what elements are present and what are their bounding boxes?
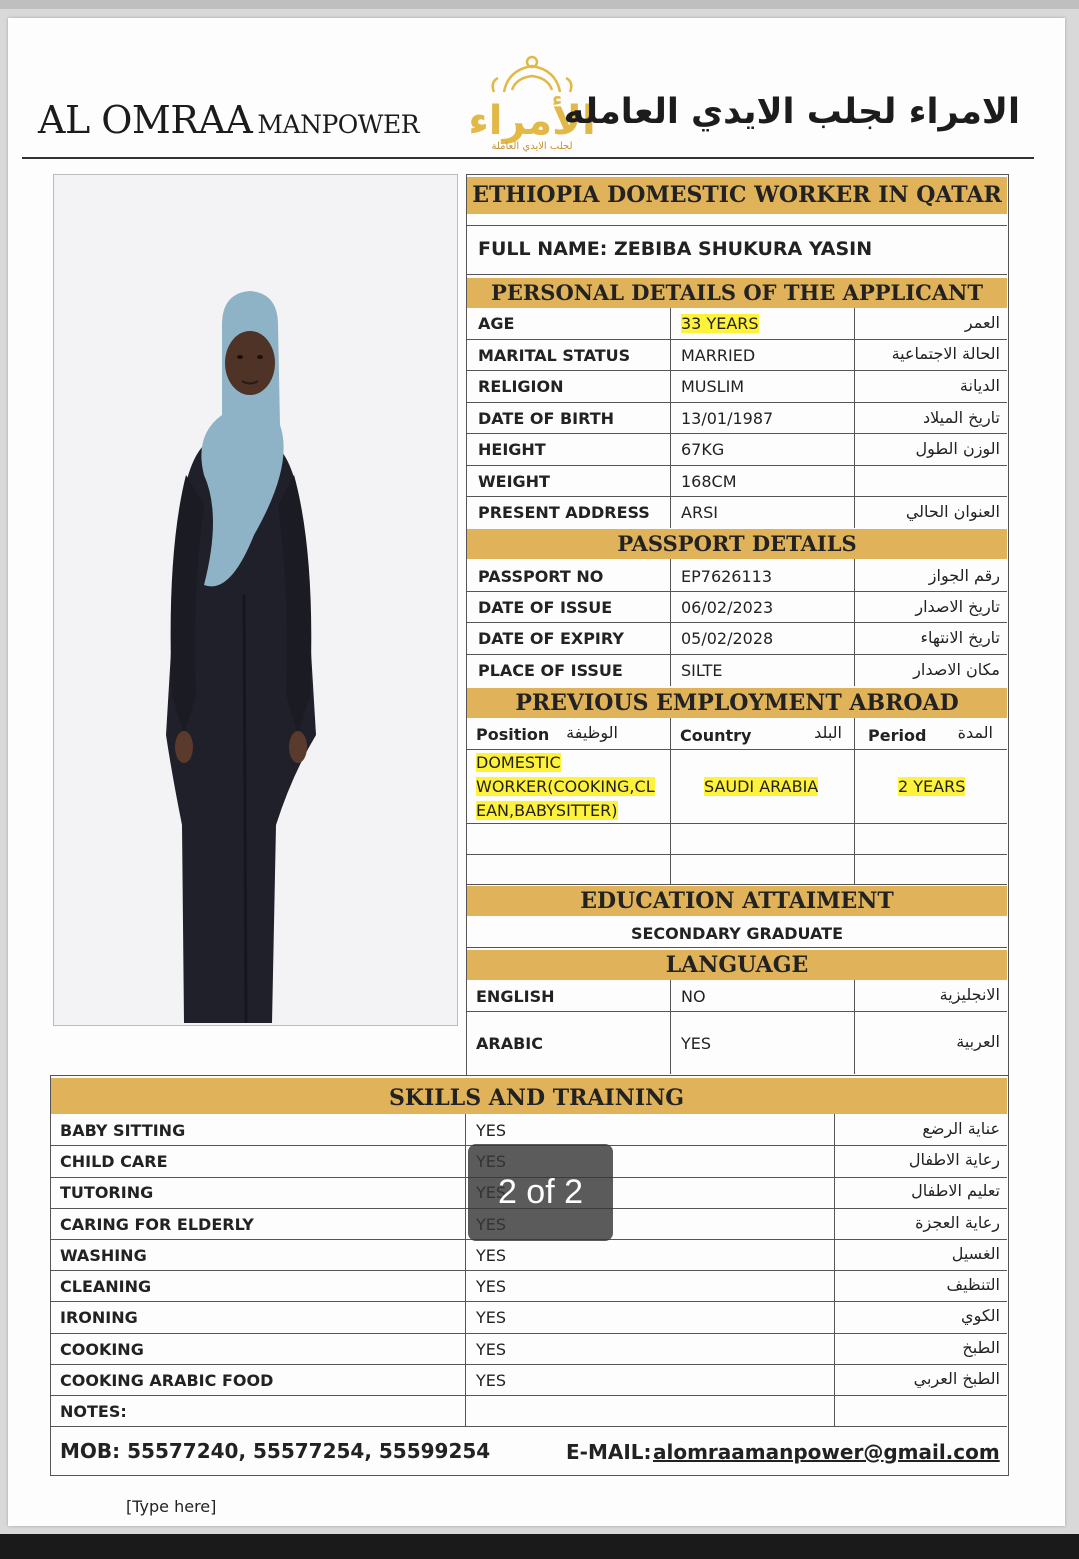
language-arabic: العربية [956,1032,1000,1051]
email-link[interactable]: alomraamanpower@gmail.com [653,1440,1000,1464]
employment-period: 2 YEARS [898,777,966,796]
notes-label: NOTES: [60,1402,127,1421]
passport-value: 05/02/2028 [681,629,774,648]
skill-value: YES [476,1121,507,1140]
skill-label: TUTORING [60,1183,154,1202]
personal-label: AGE [478,314,515,333]
employment-position: EAN,BABYSITTER) [476,801,618,820]
personal-value: 67KG [681,440,725,459]
personal-value: 13/01/1987 [681,409,774,428]
full-name: FULL NAME: ZEBIBA SHUKURA YASIN [478,238,873,260]
passport-arabic: تاريخ الانتهاء [920,628,1000,647]
skill-label: BABY SITTING [60,1121,186,1140]
logo-arabic-text: الأمراء [468,98,596,144]
language-label: ENGLISH [476,987,555,1006]
personal-value: MUSLIM [681,377,745,396]
personal-value: ARSI [681,503,718,522]
page-indicator: 2 of 2 [468,1144,613,1241]
personal-value: MARRIED [681,346,756,365]
passport-arabic: تاريخ الاصدار [915,597,1000,616]
email-label: E-MAIL: [566,1440,652,1464]
personal-value: 33 YEARS [681,314,759,333]
skill-arabic: رعاية العجزة [915,1213,1000,1232]
skill-label: CLEANING [60,1277,152,1296]
personal-arabic: الديانة [959,376,1000,395]
skill-arabic: التنظيف [946,1275,1000,1294]
personal-arabic: الوزن الطول [915,439,1000,458]
col-country-ar: البلد [814,723,842,742]
passport-arabic: رقم الجواز [928,566,1000,585]
language-arabic: الانجليزية [939,985,1000,1004]
passport-heading: PASSPORT DETAILS [467,529,1007,559]
employment-position: DOMESTIC [476,753,561,772]
skill-label: COOKING [60,1340,144,1359]
skill-arabic: رعاية الاطفال [908,1150,1000,1169]
passport-label: DATE OF EXPIRY [478,629,624,648]
employment-position: WORKER(COOKING,CL [476,777,655,796]
personal-label: RELIGION [478,377,564,396]
personal-label: PRESENT ADDRESS [478,503,650,522]
skill-label: CARING FOR ELDERLY [60,1215,254,1234]
brand-name: AL OMRAA [38,98,253,142]
brand-suffix: MANPOWER [257,110,420,139]
employment-country: SAUDI ARABIA [704,777,819,796]
skill-value: YES [476,1371,507,1390]
skill-arabic: الغسيل [951,1244,1000,1263]
personal-arabic: العنوان الحالي [905,502,1000,521]
skill-label: COOKING ARABIC FOOD [60,1371,274,1390]
skill-arabic: عناية الرضع [922,1119,1000,1138]
logo-sub-text: لجلب الايدي العاملة [491,141,573,152]
col-period-ar: المدة [957,723,993,742]
personal-label: MARITAL STATUS [478,346,631,365]
skill-label: CHILD CARE [60,1152,168,1171]
language-value: YES [681,1034,712,1053]
skill-label: WASHING [60,1246,147,1265]
col-position: Position [476,725,550,744]
personal-arabic: الحالة الاجتماعية [891,344,1000,363]
employment-heading: PREVIOUS EMPLOYMENT ABROAD [467,688,1007,718]
skill-value: YES [476,1308,507,1327]
language-value: NO [681,987,706,1006]
skill-value: YES [476,1246,507,1265]
personal-value: 168CM [681,472,737,491]
passport-label: DATE OF ISSUE [478,598,613,617]
skill-arabic: الكوي [961,1306,1000,1325]
passport-label: PASSPORT NO [478,567,604,586]
personal-arabic: العمر [964,313,1000,332]
language-heading: LANGUAGE [467,950,1007,980]
skill-arabic: الطبخ [962,1338,1000,1357]
applicant-photo [53,174,458,1026]
col-country: Country [680,726,752,745]
personal-label: DATE OF BIRTH [478,409,614,428]
passport-value: EP7626113 [681,567,773,586]
brand-arabic: الامراء لجلب الايدي العامله [563,92,1020,132]
education-value: SECONDARY GRADUATE [630,924,844,943]
skill-label: IRONING [60,1308,138,1327]
passport-label: PLACE OF ISSUE [478,661,623,680]
mobile-numbers: MOB: 55577240, 55577254, 55599254 [60,1439,491,1463]
personal-label: HEIGHT [478,440,546,459]
col-period: Period [868,726,927,745]
header-divider [22,157,1034,159]
skill-value: YES [476,1277,507,1296]
personal-arabic: تاريخ الميلاد [923,408,1000,427]
personal-label: WEIGHT [478,472,550,491]
skill-arabic: الطبخ العربي [913,1369,1000,1388]
col-position-ar: الوظيفة [566,723,618,742]
passport-value: 06/02/2023 [681,598,774,617]
skill-value: YES [476,1340,507,1359]
education-heading: EDUCATION ATTAIMENT [467,886,1007,916]
language-label: ARABIC [476,1034,543,1053]
personal-details-heading: PERSONAL DETAILS OF THE APPLICANT [467,278,1007,308]
passport-arabic: مكان الاصدار [913,660,1000,679]
passport-value: SILTE [681,661,723,680]
viewer-bottom-bar [0,1534,1079,1559]
skills-heading: SKILLS AND TRAINING [51,1078,1007,1114]
type-here-placeholder: [Type here] [126,1497,217,1516]
viewer-top-bar [0,0,1079,9]
skill-arabic: تعليم الاطفال [911,1181,1000,1200]
document-title: ETHIOPIA DOMESTIC WORKER IN QATAR [467,177,1007,214]
brand-english [38,98,419,142]
